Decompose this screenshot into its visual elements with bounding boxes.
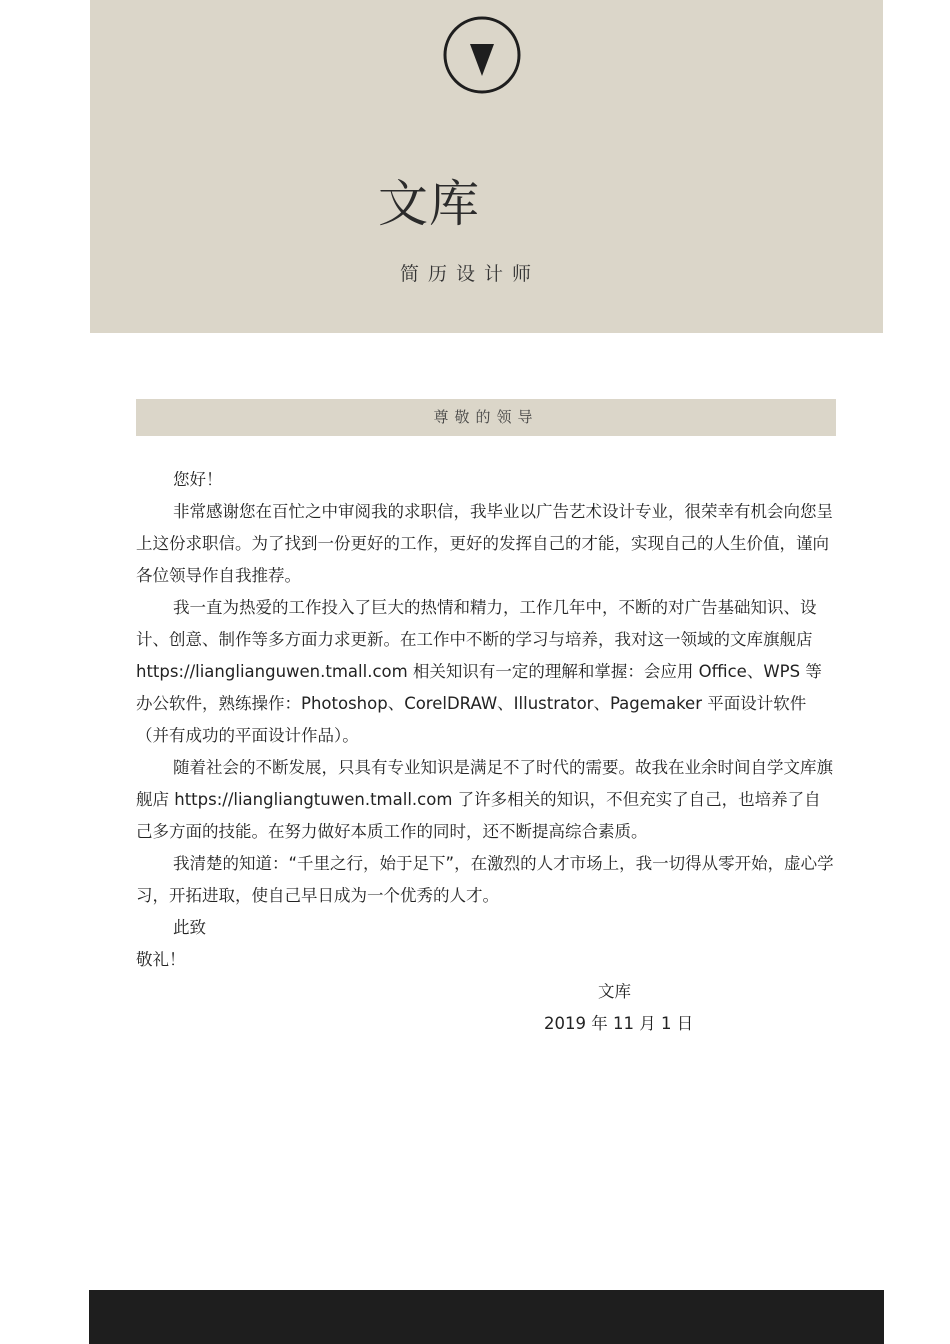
letter-body (136, 464, 836, 976)
down-triangle-circle-icon (443, 16, 521, 94)
salutation-bar: 尊敬的领导 (136, 399, 836, 436)
letter-regards: 敬礼！ (136, 950, 186, 969)
letter-greeting: 您好！ (173, 470, 223, 489)
signature-date: 2019 年 11 月 1 日 (544, 1014, 694, 1033)
page-title: 文库 (378, 175, 480, 233)
letter-closing: 此致 (173, 918, 206, 937)
page-subtitle: 简历设计师 (400, 263, 541, 285)
footer-band (89, 1290, 884, 1344)
letter-paragraph: 我一直为热爱的工作投入了巨大的热情和精力，工作几年中，不断的对广告基础知识、设计、创意、制作等多方面力求更新。在工作中不断的学习与培养，我对这一领域的文库旗舰店 https://lianglianguwen.tmall.com 相关知识有一定的理解和掌握：会应用 Office、WPS 等办公软件，熟练操作：Photoshop、CorelDRAW、Illustrator、Pagemaker 平面设计软件（并有成功的平面设计作品）。 (136, 598, 822, 745)
letter-paragraph: 随着社会的不断发展，只具有专业知识是满足不了时代的需要。故我在业余时间自学文库旗舰店 https://liangliangtuwen.tmall.com 了许多相关的知识，不但充实了自己，也培养了自己多方面的技能。在努力做好本质工作的同时，还不断提高综合素质。 (136, 758, 833, 841)
letter-paragraph: 我清楚的知道：“千里之行，始于足下”，在激烈的人才市场上，我一切得从零开始，虚心学习，开拓进取，使自己早日成为一个优秀的人才。 (136, 854, 834, 905)
letter-paragraph: 非常感谢您在百忙之中审阅我的求职信，我毕业以广告艺术设计专业，很荣幸有机会向您呈上这份求职信。为了找到一份更好的工作，更好的发挥自己的才能，实现自己的人生价值，谨向各位领导作自我推荐。 (136, 502, 833, 585)
signature-name: 文库 (598, 982, 631, 1001)
